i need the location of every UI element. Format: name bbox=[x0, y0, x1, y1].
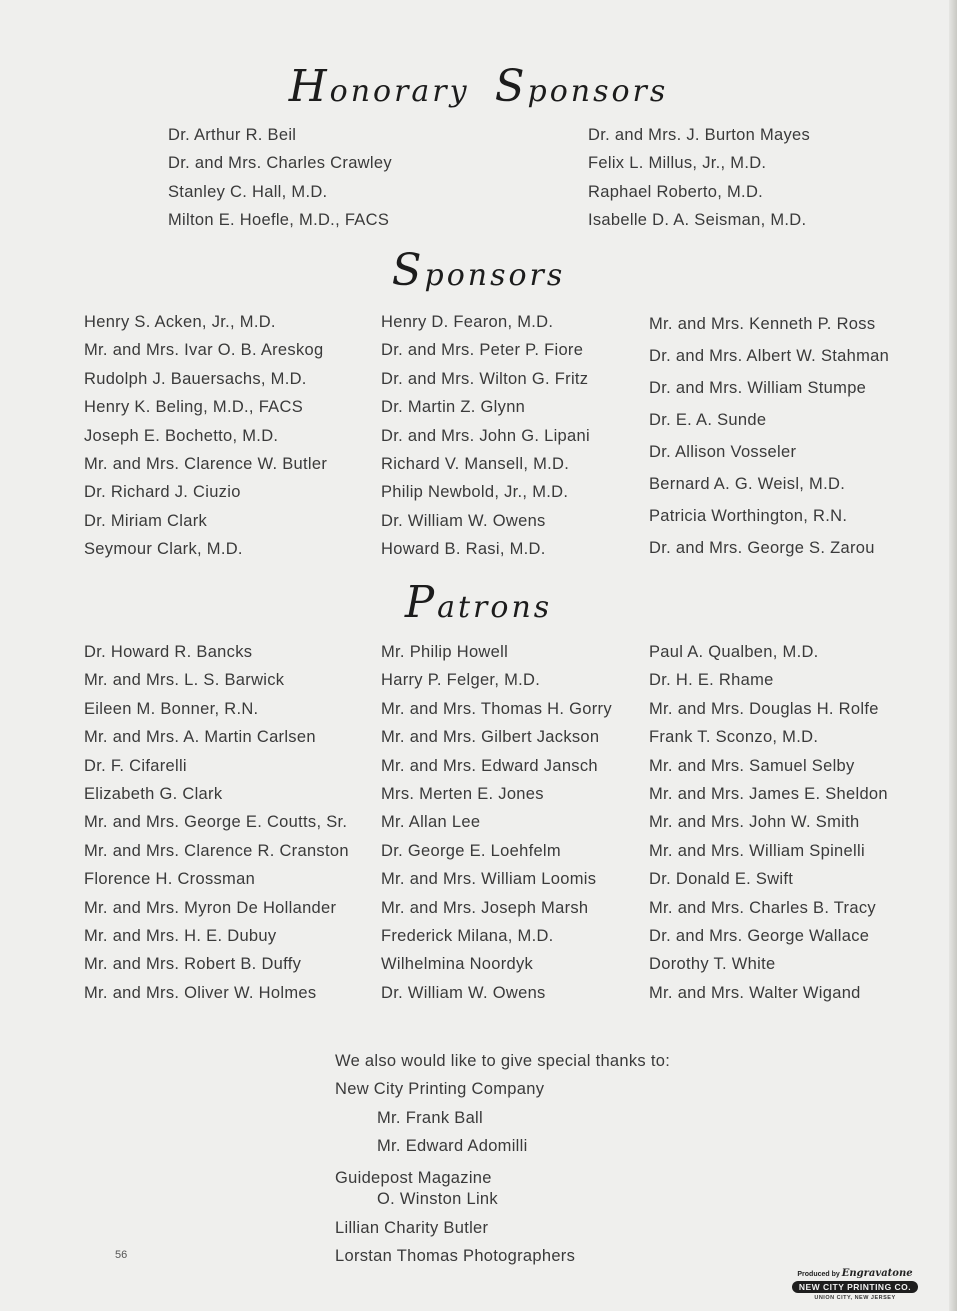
name-entry: Mr. and Mrs. Edward Jansch bbox=[381, 756, 598, 775]
honorary-sponsors-heading bbox=[0, 62, 957, 112]
patrons-column-1 bbox=[84, 638, 349, 1007]
name-entry: Mr. and Mrs. John W. Smith bbox=[649, 813, 860, 832]
sponsors-column-3 bbox=[649, 308, 889, 564]
name-entry: Dr. William W. Owens bbox=[381, 511, 546, 530]
thanks-photographers: Lorstan Thomas Photographers bbox=[335, 1246, 576, 1265]
patrons-column-3 bbox=[649, 638, 888, 1007]
name-entry: Paul A. Qualben, M.D. bbox=[649, 643, 819, 661]
sponsors-column-2 bbox=[381, 308, 590, 564]
printer-brand: Engravatone bbox=[841, 1268, 913, 1279]
name-entry: Elizabeth G. Clark bbox=[84, 784, 223, 803]
heading-capital: H bbox=[288, 62, 330, 112]
name-entry: Bernard A. G. Weisl, M.D. bbox=[649, 475, 846, 493]
name-entry: Frederick Milana, M.D. bbox=[381, 926, 554, 945]
name-entry: Mrs. Merten E. Jones bbox=[381, 784, 544, 803]
name-entry: Mr. and Mrs. Robert B. Duffy bbox=[84, 955, 302, 974]
printer-company-badge: NEW CITY PRINTING CO. bbox=[792, 1281, 918, 1293]
name-entry: Mr. and Mrs. Samuel Selby bbox=[649, 756, 855, 775]
name-entry: Dr. George E. Loehfelm bbox=[381, 841, 561, 860]
name-entry: Raphael Roberto, M.D. bbox=[588, 182, 764, 201]
printer-produced-by bbox=[792, 1268, 918, 1279]
name-entry: Mr. and Mrs. William Spinelli bbox=[649, 841, 865, 860]
name-entry: Dr. Allison Vosseler bbox=[649, 443, 797, 461]
name-entry: Mr. and Mrs. A. Martin Carlsen bbox=[84, 728, 316, 747]
name-entry: Dr. and Mrs. John G. Lipani bbox=[381, 426, 590, 445]
thanks-person: O. Winston Link bbox=[377, 1189, 498, 1208]
thanks-person: Lillian Charity Butler bbox=[335, 1218, 489, 1237]
name-entry: Dr. Martin Z. Glynn bbox=[381, 398, 526, 417]
name-entry: Dr. and Mrs. William Stumpe bbox=[649, 379, 867, 397]
name-entry: Isabelle D. A. Seisman, M.D. bbox=[588, 211, 807, 230]
heading-capital: S bbox=[494, 62, 528, 112]
honorary-sponsors-left bbox=[168, 121, 392, 235]
name-entry: Mr. and Mrs. Kenneth P. Ross bbox=[649, 315, 876, 333]
name-entry: Dr. and Mrs. George S. Zarou bbox=[649, 539, 875, 557]
name-entry: Mr. and Mrs. George E. Coutts, Sr. bbox=[84, 813, 348, 832]
printer-mark bbox=[792, 1268, 918, 1301]
page-number: 56 bbox=[115, 1249, 128, 1261]
name-entry: Dr. and Mrs. George Wallace bbox=[649, 926, 870, 945]
name-entry: Henry D. Fearon, M.D. bbox=[381, 313, 554, 331]
name-entry: Dr. Arthur R. Beil bbox=[168, 126, 297, 144]
name-entry: Mr. and Mrs. Douglas H. Rolfe bbox=[649, 699, 879, 718]
thanks-magazine: Guidepost Magazine bbox=[335, 1168, 492, 1187]
name-entry: Mr. and Mrs. Charles B. Tracy bbox=[649, 898, 876, 917]
name-entry: Henry K. Beling, M.D., FACS bbox=[84, 398, 303, 417]
produced-by-text: Produced by bbox=[797, 1271, 840, 1278]
patrons-column-2 bbox=[381, 638, 612, 1007]
thanks-person: Mr. Edward Adomilli bbox=[377, 1137, 528, 1156]
name-entry: Dr. E. A. Sunde bbox=[649, 411, 767, 429]
name-entry: Mr. and Mrs. Ivar O. B. Areskog bbox=[84, 341, 324, 360]
name-entry: Mr. and Mrs. Walter Wigand bbox=[649, 983, 861, 1002]
patrons-heading bbox=[0, 578, 957, 628]
name-entry: Seymour Clark, M.D. bbox=[84, 540, 243, 559]
honorary-sponsors-right bbox=[588, 121, 810, 235]
special-thanks bbox=[335, 1047, 670, 1270]
name-entry: Florence H. Crossman bbox=[84, 870, 256, 889]
printer-location: UNION CITY, NEW JERSEY bbox=[814, 1295, 896, 1301]
name-entry: Mr. Allan Lee bbox=[381, 813, 481, 832]
heading-text: onorary bbox=[329, 74, 470, 109]
heading-text: ponsors bbox=[424, 258, 566, 293]
name-entry: Dr. Richard J. Ciuzio bbox=[84, 483, 241, 502]
name-entry: Howard B. Rasi, M.D. bbox=[381, 540, 546, 559]
name-entry: Philip Newbold, Jr., M.D. bbox=[381, 483, 569, 502]
name-entry: Mr. and Mrs. H. E. Dubuy bbox=[84, 926, 277, 945]
name-entry: Mr. and Mrs. Gilbert Jackson bbox=[381, 728, 600, 747]
heading-capital: S bbox=[391, 246, 425, 296]
name-entry: Eileen M. Bonner, R.N. bbox=[84, 699, 259, 718]
thanks-person: Mr. Frank Ball bbox=[377, 1108, 483, 1127]
name-entry: Rudolph J. Bauersachs, M.D. bbox=[84, 369, 307, 388]
name-entry: Dr. and Mrs. Albert W. Stahman bbox=[649, 347, 890, 365]
name-entry: Mr. Philip Howell bbox=[381, 643, 509, 661]
name-entry: Richard V. Mansell, M.D. bbox=[381, 454, 570, 473]
sponsors-heading bbox=[0, 246, 957, 296]
name-entry: Frank T. Sconzo, M.D. bbox=[649, 728, 819, 747]
name-entry: Patricia Worthington, R.N. bbox=[649, 507, 848, 525]
name-entry: Henry S. Acken, Jr., M.D. bbox=[84, 313, 276, 331]
name-entry: Milton E. Hoefle, M.D., FACS bbox=[168, 211, 390, 230]
heading-text: atrons bbox=[437, 590, 553, 625]
name-entry: Dr. Miriam Clark bbox=[84, 511, 208, 530]
sponsors-column-1 bbox=[84, 308, 327, 564]
name-entry: Dr. Howard R. Bancks bbox=[84, 643, 253, 661]
name-entry: Mr. and Mrs. William Loomis bbox=[381, 870, 597, 889]
name-entry: Mr. and Mrs. Myron De Hollander bbox=[84, 898, 337, 917]
name-entry: Wilhelmina Noordyk bbox=[381, 955, 534, 974]
name-entry: Dr. and Mrs. Wilton G. Fritz bbox=[381, 369, 589, 388]
name-entry: Dr. Donald E. Swift bbox=[649, 870, 794, 889]
name-entry: Mr. and Mrs. Thomas H. Gorry bbox=[381, 699, 612, 718]
name-entry: Mr. and Mrs. Oliver W. Holmes bbox=[84, 983, 317, 1002]
name-entry: Mr. and Mrs. Joseph Marsh bbox=[381, 898, 589, 917]
name-entry: Dr. F. Cifarelli bbox=[84, 756, 187, 775]
name-entry: Harry P. Felger, M.D. bbox=[381, 671, 541, 690]
name-entry: Dr. and Mrs. Peter P. Fiore bbox=[381, 341, 584, 360]
name-entry: Felix L. Millus, Jr., M.D. bbox=[588, 154, 767, 173]
heading-text: ponsors bbox=[527, 74, 669, 109]
page-edge bbox=[949, 0, 957, 1311]
thanks-intro: We also would like to give special thanks to: bbox=[335, 1052, 671, 1070]
name-entry: Dr. H. E. Rhame bbox=[649, 671, 774, 690]
name-entry: Mr. and Mrs. James E. Sheldon bbox=[649, 784, 888, 803]
name-entry: Mr. and Mrs. L. S. Barwick bbox=[84, 671, 285, 690]
name-entry: Dr. William W. Owens bbox=[381, 983, 546, 1002]
name-entry: Joseph E. Bochetto, M.D. bbox=[84, 426, 279, 445]
heading-capital: P bbox=[404, 578, 438, 628]
name-entry: Dr. and Mrs. Charles Crawley bbox=[168, 154, 392, 173]
name-entry: Dr. and Mrs. J. Burton Mayes bbox=[588, 126, 811, 144]
name-entry: Mr. and Mrs. Clarence R. Cranston bbox=[84, 841, 349, 860]
name-entry: Dorothy T. White bbox=[649, 955, 776, 974]
thanks-company: New City Printing Company bbox=[335, 1080, 545, 1099]
name-entry: Stanley C. Hall, M.D. bbox=[168, 182, 328, 201]
name-entry: Mr. and Mrs. Clarence W. Butler bbox=[84, 454, 328, 473]
